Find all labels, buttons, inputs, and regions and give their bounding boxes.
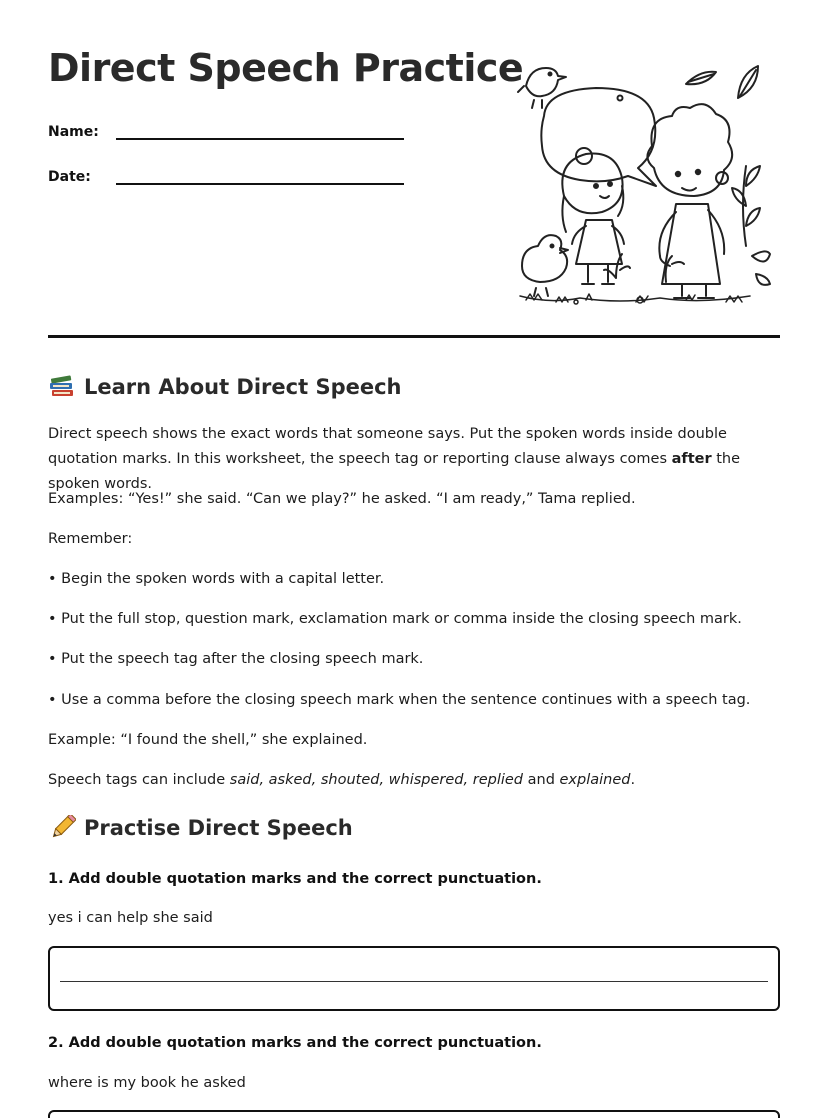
intro-text-end: the spoken words.: [48, 451, 741, 492]
question-title: 2. Add double quotation marks and the correct punctuation.: [48, 1035, 542, 1051]
name-field[interactable]: [48, 118, 404, 140]
boy-figure: [647, 104, 732, 298]
leaf-icon: [686, 66, 758, 98]
practise-heading: [48, 815, 353, 841]
date-label: Date:: [48, 169, 91, 185]
girl-figure: [562, 148, 624, 284]
duckling-icon: [522, 235, 568, 296]
date-input-line[interactable]: [116, 163, 404, 185]
bird-icon: [518, 68, 566, 108]
date-field[interactable]: [48, 163, 404, 185]
page-title: Direct Speech Practice: [48, 46, 524, 90]
question-prompt: yes i can help she said: [48, 910, 213, 926]
intro-paragraph: [48, 422, 780, 497]
question-prompt: where is my book he asked: [48, 1075, 246, 1091]
speech-tags-text: [48, 768, 780, 793]
intro-text: Direct speech shows the exact words that someone says. Put the spoken words inside double quotation marks. In this worksheet, the speech tag or reporting clause always comes: [48, 426, 727, 467]
practise-heading-text: Practise Direct Speech: [84, 816, 353, 840]
question-title: 1. Add double quotation marks and the correct punctuation.: [48, 871, 542, 887]
speech-bubble-icon: [541, 88, 656, 186]
tags-last: explained: [559, 772, 631, 788]
pencil-icon: [48, 815, 76, 841]
remember-label: Remember:: [48, 531, 133, 547]
tags-suffix: .: [630, 772, 636, 788]
tags-list: said, asked, shouted, whispered, replied: [229, 772, 524, 788]
name-input-line[interactable]: [116, 118, 404, 140]
plant-icon: [604, 166, 770, 285]
rule-item: • Begin the spoken words with a capital letter.: [48, 571, 385, 587]
answer-box-2[interactable]: [48, 1110, 780, 1118]
learn-heading: [48, 374, 402, 400]
answer-line[interactable]: [60, 981, 768, 982]
example-sentence: Example: “I found the shell,” she explained.: [48, 732, 368, 748]
tags-and: and: [523, 772, 560, 788]
rule-item: • Use a comma before the closing speech mark when the sentence continues with a speech tag.: [48, 692, 751, 708]
children-talking-illustration: [516, 56, 772, 314]
worksheet-header: [48, 0, 780, 338]
answer-box-1[interactable]: [48, 946, 780, 1011]
grass-ground: [520, 294, 750, 304]
learn-heading-text: Learn About Direct Speech: [84, 375, 402, 399]
name-label: Name:: [48, 124, 99, 140]
examples-text: Examples: “Yes!” she said. “Can we play?” he asked. “I am ready,” Tama replied.: [48, 491, 636, 507]
rule-item: • Put the full stop, question mark, exclamation mark or comma inside the closing speech mark.: [48, 611, 742, 627]
rule-item: • Put the speech tag after the closing speech mark.: [48, 651, 424, 667]
books-icon: [48, 374, 76, 400]
intro-emphasis: after: [671, 451, 712, 467]
tags-prefix: Speech tags can include: [48, 772, 230, 788]
